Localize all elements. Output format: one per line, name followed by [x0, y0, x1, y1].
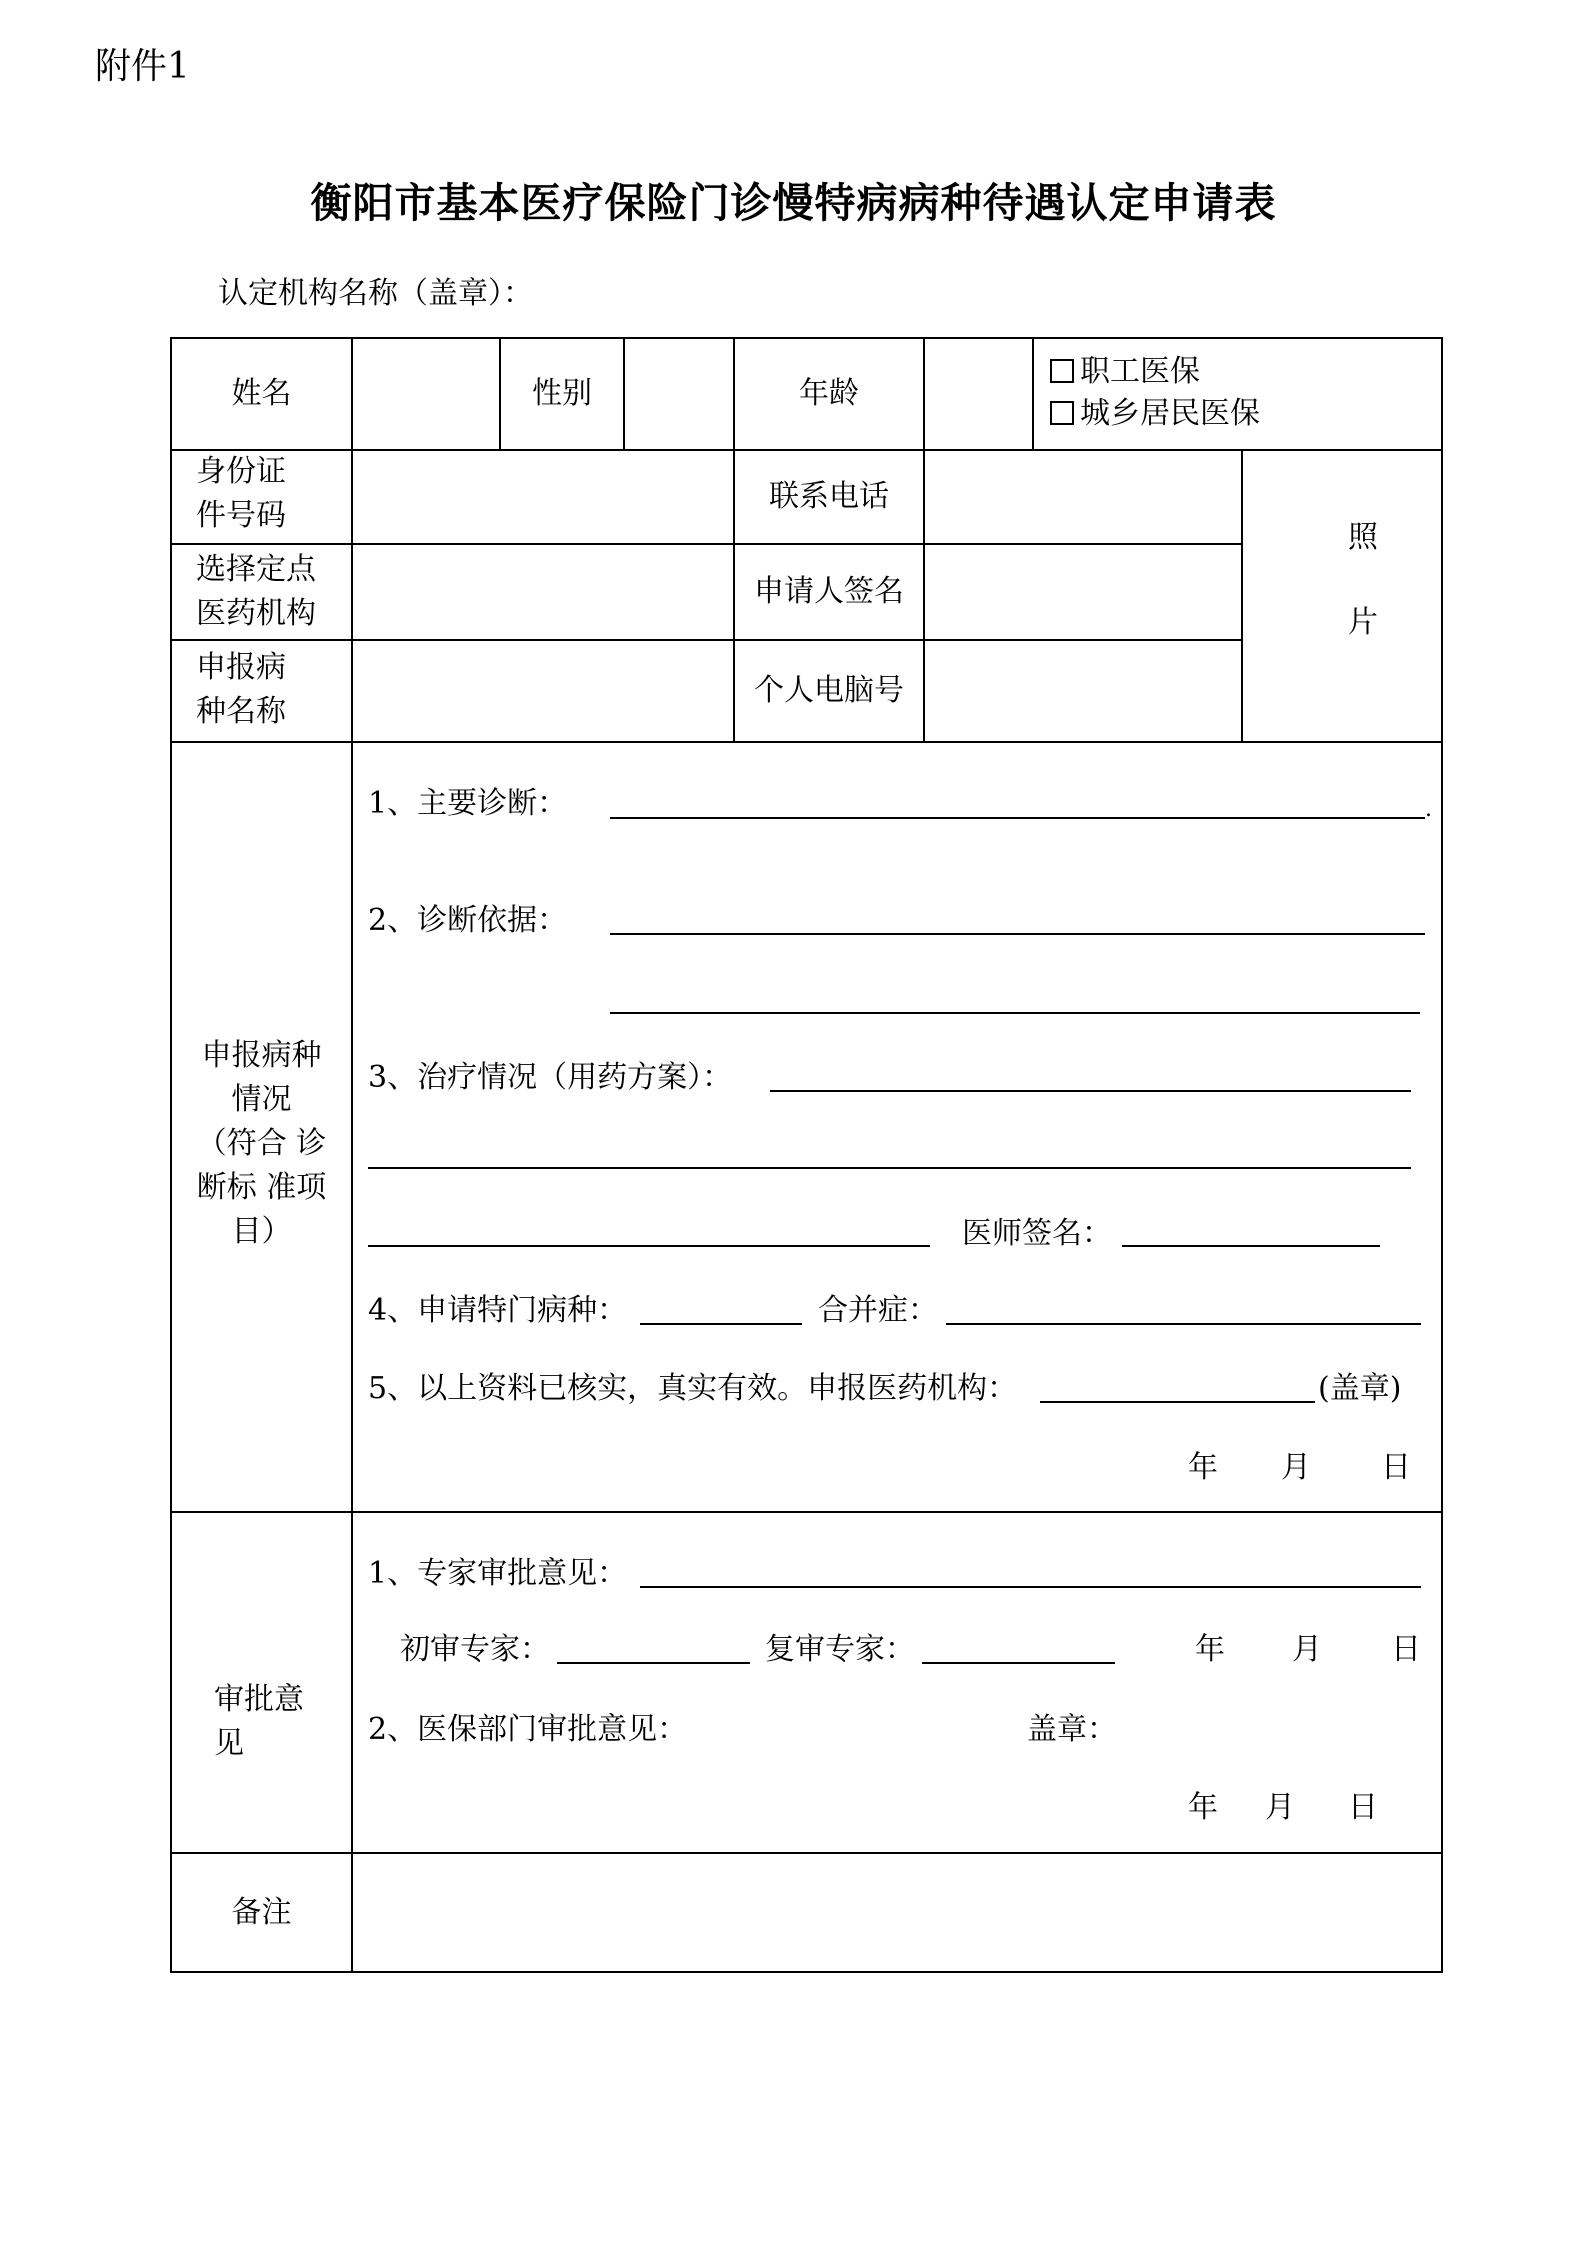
applicant-sign-field[interactable] [925, 545, 1241, 639]
phone-label: 联系电话 [769, 479, 889, 514]
treatment-field[interactable] [770, 1090, 1411, 1092]
main-diagnosis-end: . [1425, 797, 1432, 822]
special-disease-label: 4、申请特门病种： [368, 1293, 628, 1328]
reporting-institution-field[interactable] [1040, 1401, 1315, 1403]
disease-name-label: 申报病 种名称 [196, 650, 286, 729]
first-review-label: 初审专家： [400, 1632, 550, 1667]
approval-year-2: 年 [1188, 1790, 1218, 1825]
treatment-field-3[interactable] [368, 1245, 930, 1247]
gender-label: 性别 [532, 376, 592, 411]
situation-day: 日 [1381, 1450, 1411, 1485]
expert-opinion-field[interactable] [640, 1586, 1421, 1588]
remarks-label: 备注 [231, 1894, 292, 1930]
treatment-label: 3、治疗情况（用药方案）： [368, 1060, 733, 1095]
pc-number-field[interactable] [925, 641, 1241, 741]
checkbox-icon[interactable] [1050, 359, 1074, 383]
situation-label: 申报病种 情况 （符合 诊 断标 准项 目） [196, 1038, 327, 1249]
diagnosis-basis-field-2[interactable] [610, 1012, 1420, 1014]
checkbox-icon[interactable] [1050, 401, 1074, 425]
complication-field[interactable] [946, 1323, 1421, 1325]
id-label: 身份证 件号码 [196, 454, 286, 533]
complication-label: 合并症： [818, 1293, 938, 1328]
verified-label: 5、以上资料已核实，真实有效。申报医药机构： [368, 1371, 1018, 1406]
main-diagnosis-field[interactable] [610, 817, 1425, 819]
insurance-option-employee[interactable]: 职工医保 [1050, 350, 1200, 394]
name-label: 姓名 [231, 376, 292, 411]
remarks-field[interactable] [353, 1854, 1441, 1971]
disease-name-field[interactable] [353, 641, 733, 741]
diagnosis-basis-label: 2、诊断依据： [368, 903, 568, 938]
main-diagnosis-label: 1、主要诊断： [368, 786, 568, 821]
age-label: 年龄 [799, 376, 859, 411]
expert-opinion-label: 1、专家审批意见： [368, 1556, 628, 1591]
special-disease-field[interactable] [640, 1323, 802, 1325]
attachment-label: 附件1 [95, 46, 190, 87]
situation-month: 月 [1281, 1450, 1311, 1485]
org-label: 认定机构名称（盖章）： [218, 276, 533, 311]
insurance-option-resident[interactable]: 城乡居民医保 [1050, 392, 1260, 436]
approval-day-2: 日 [1348, 1790, 1378, 1825]
treatment-field-2[interactable] [368, 1167, 1411, 1169]
id-field[interactable] [353, 451, 733, 543]
photo-label-1: 照 [1348, 520, 1378, 555]
situation-year: 年 [1188, 1450, 1218, 1485]
gender-field[interactable] [625, 339, 733, 449]
seal-label: (盖章) [1318, 1371, 1402, 1406]
second-review-label: 复审专家： [765, 1632, 915, 1667]
insurance-dept-opinion-label: 2、医保部门审批意见： [368, 1712, 688, 1747]
approval-seal-label: 盖章： [1027, 1712, 1117, 1747]
approval-day: 日 [1391, 1632, 1421, 1667]
first-review-field[interactable] [557, 1662, 750, 1664]
phone-field[interactable] [925, 451, 1241, 543]
diagnosis-basis-field[interactable] [610, 933, 1425, 935]
pc-number-label: 个人电脑号 [754, 673, 904, 708]
second-review-field[interactable] [922, 1662, 1115, 1664]
applicant-sign-label: 申请人签名 [754, 574, 904, 609]
photo-label-2: 片 [1348, 605, 1378, 640]
form-title: 衡阳市基本医疗保险门诊慢特病病种待遇认定申请表 [310, 179, 1277, 227]
approval-year: 年 [1195, 1632, 1225, 1667]
approval-month: 月 [1292, 1632, 1322, 1667]
doctor-sign-field[interactable] [1122, 1245, 1380, 1247]
name-field[interactable] [353, 339, 499, 449]
institution-label: 选择定点 医药机构 [196, 552, 316, 631]
institution-field[interactable] [353, 545, 733, 639]
age-field[interactable] [925, 339, 1032, 449]
approval-label: 审批意 见 [214, 1682, 304, 1761]
approval-month-2: 月 [1265, 1790, 1295, 1825]
doctor-sign-label: 医师签名： [962, 1216, 1112, 1251]
